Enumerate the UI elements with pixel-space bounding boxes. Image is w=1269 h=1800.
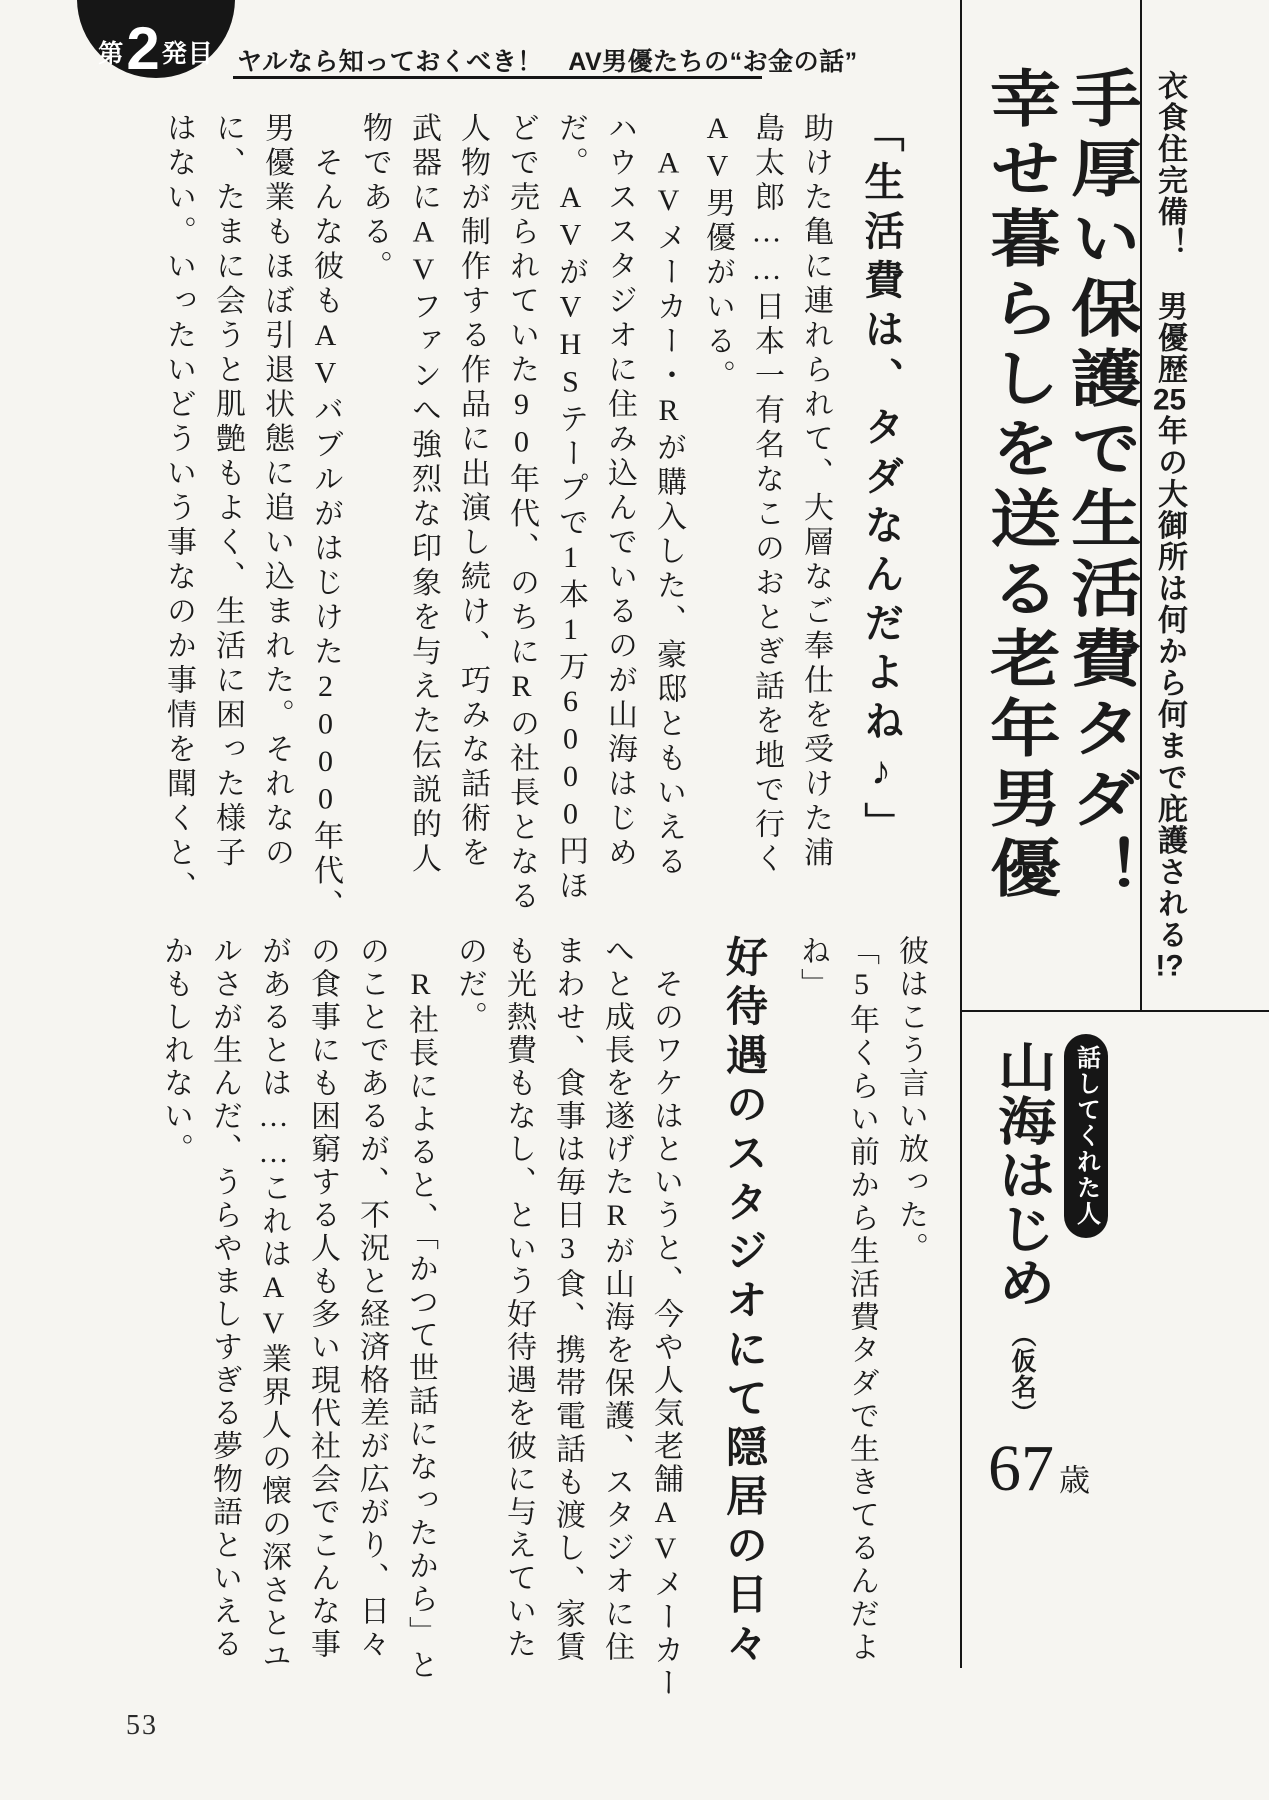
lead-part2: 年の大御所は何から何まで庇護される <box>1153 415 1186 951</box>
text-column: のことであるが、不況と経済格差が広がり、日々 <box>355 935 388 1661</box>
text-column: へと成長を遂げたRが山海を保護、スタジオに住 <box>600 935 633 1664</box>
text-column: ハウススタジオに住み込んでいるのが山海はじめ <box>603 112 636 871</box>
badge-prefix: 第 <box>98 40 125 68</box>
interviewee-age <box>988 1432 1090 1505</box>
text-column: だ。AVがVHSテープで1本1万6000円ほ <box>554 112 587 904</box>
divider-horizontal-profile <box>960 1010 1269 1012</box>
text-column: も光熱費もなし、という好待遇を彼に与えていた <box>502 935 535 1661</box>
text-column: のだ。 <box>453 935 486 1034</box>
text-column: まわせ、食事は毎日3食、携帯電話も渡し、家賃 <box>551 935 584 1664</box>
lead-end-punctuation: !? <box>1155 950 1184 981</box>
article-upper-band <box>150 112 908 932</box>
issue-number-badge <box>77 0 235 83</box>
text-column: そんな彼もAVバブルがはじけた2000年代、 <box>309 112 342 924</box>
badge-suffix: 発目 <box>161 40 214 68</box>
lead-part1: 衣食住完備！ 男優歴 <box>1153 70 1186 385</box>
interviewee-age-unit: 歳 <box>1059 1463 1090 1498</box>
text-column: 彼はこう言い放った。 <box>894 935 927 1265</box>
lead-text <box>1152 70 1186 981</box>
text-column: AVメーカー・Rが購入した、豪邸ともいえる <box>652 112 685 880</box>
text-column: かもしれない。 <box>159 935 192 1166</box>
interviewee-label: 話してくれた人 <box>1072 1045 1100 1227</box>
text-column: ルさが生んだ、うらやましすぎる夢物語といえる <box>208 935 241 1661</box>
interviewee-label-pill <box>1064 1034 1108 1238</box>
text-column: AV男優がいる。 <box>701 112 734 394</box>
lead-years-number: 25 <box>1153 385 1186 415</box>
text-column: どで売られていた90年代、のちにRの社長となる <box>505 112 538 915</box>
headline-line1: 手厚い保護で生活費タダ！ <box>1060 66 1138 906</box>
interviewee-age-number: 67 <box>988 1432 1054 1505</box>
text-column: 「5年くらい前から生活費タダで生きてるんだよ <box>845 935 878 1664</box>
text-column: 好待遇のスタジオにて隠居の日々 <box>721 935 768 1670</box>
text-column: 助けた亀に連れられて、大層なご奉仕を受けた浦 <box>799 112 832 871</box>
series-title: ヤルなら知っておくべき！ AV男優たちの“お金の話” <box>237 48 858 76</box>
interviewee-name: 山海はじめ <box>988 1040 1054 1310</box>
interviewee-alias: （仮名） <box>1008 1322 1036 1426</box>
text-column: 男優業もほぼ引退状態に追い込まれた。それなの <box>260 112 293 871</box>
issue-number-row <box>77 15 235 83</box>
text-column: R社長によると、「かつて世話になったから」と <box>404 935 437 1682</box>
text-column: 人物が制作する作品に出演し続け、巧みな話術を <box>456 112 489 871</box>
text-column: ね」 <box>796 935 829 1001</box>
text-column: はない。いったいどういう事なのか事情を聞くと、 <box>162 112 195 906</box>
text-column: 島太郎……日本一有名なこのおとぎ話を地で行く <box>750 112 783 877</box>
text-column: があるとは……これはAV業界人の懐の深さとユ <box>257 935 290 1673</box>
series-title-underline <box>233 76 762 79</box>
badge-number: 2 <box>126 15 160 83</box>
text-column: 物である。 <box>358 112 391 285</box>
divider-vertical-right <box>960 0 962 1668</box>
text-column: 武器にAVファンへ強烈な印象を与えた伝説的人 <box>407 112 440 877</box>
headline-line2: 幸せ暮らしを送る老年男優 <box>979 66 1057 906</box>
page-number: 53 <box>126 1710 158 1741</box>
text-column: に、たまに会うと肌艶もよく、生活に困った様子 <box>211 112 244 871</box>
article-lower-band <box>151 935 935 1755</box>
text-column: の食事にも困窮する人も多い現代社会でこんな事 <box>306 935 339 1661</box>
text-column: 「生活費は、タダなんだよね♪」 <box>859 112 903 851</box>
text-column: そのワケはというと、今や人気老舗AVメーカー <box>649 935 682 1700</box>
